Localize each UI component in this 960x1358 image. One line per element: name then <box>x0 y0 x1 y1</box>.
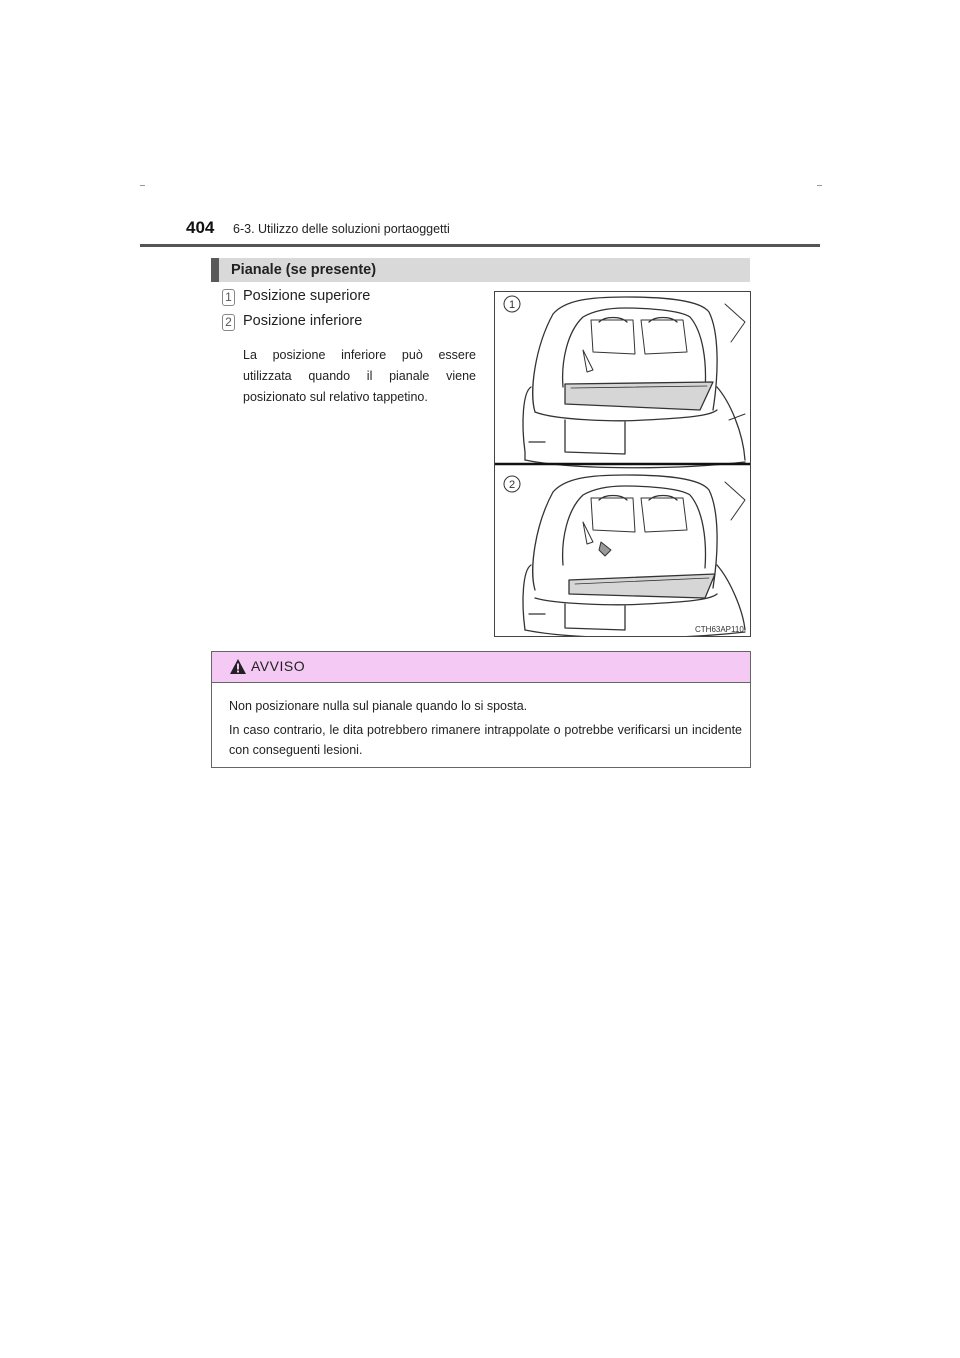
item-description: La posizione inferiore può essere utilizzata quando il pianale viene posizionato sul relativo tappetino. <box>243 348 476 404</box>
warning-triangle-icon <box>229 658 247 675</box>
page-number: 404 <box>186 218 215 237</box>
panel-2-number: 2 <box>508 479 516 491</box>
luggage-compartment-drawing <box>495 292 750 636</box>
section-heading-bar <box>211 258 750 282</box>
item-number-1: 1 <box>222 289 235 306</box>
item-number-2: 2 <box>222 314 235 331</box>
warning-paragraph-2: In caso contrario, le dita potrebbero rimanere intrappolate o potrebbe verificarsi un incidente con conseguenti lesioni. <box>229 723 742 757</box>
item-label-upper: Posizione superiore <box>243 288 371 304</box>
item-label-lower: Posizione inferiore <box>243 313 363 329</box>
warning-header <box>212 652 750 683</box>
panel-upper-position <box>504 296 745 468</box>
illustration-code: CTH63AP110 <box>695 625 744 634</box>
crop-mark-left <box>140 185 145 186</box>
section-title: Pianale (se presente) <box>231 262 377 278</box>
deck-board-illustration <box>494 291 751 637</box>
warning-box <box>211 651 751 768</box>
crop-mark-right <box>817 185 822 186</box>
warning-paragraph-1: Non posizionare nulla sul pianale quando lo si sposta. <box>229 699 528 713</box>
header-rule <box>140 244 820 247</box>
panel-1-number: 1 <box>508 299 516 311</box>
warning-title: AVVISO <box>251 658 306 674</box>
panel-lower-position <box>504 475 745 636</box>
chapter-title: 6-3. Utilizzo delle soluzioni portaoggetti <box>233 222 450 236</box>
